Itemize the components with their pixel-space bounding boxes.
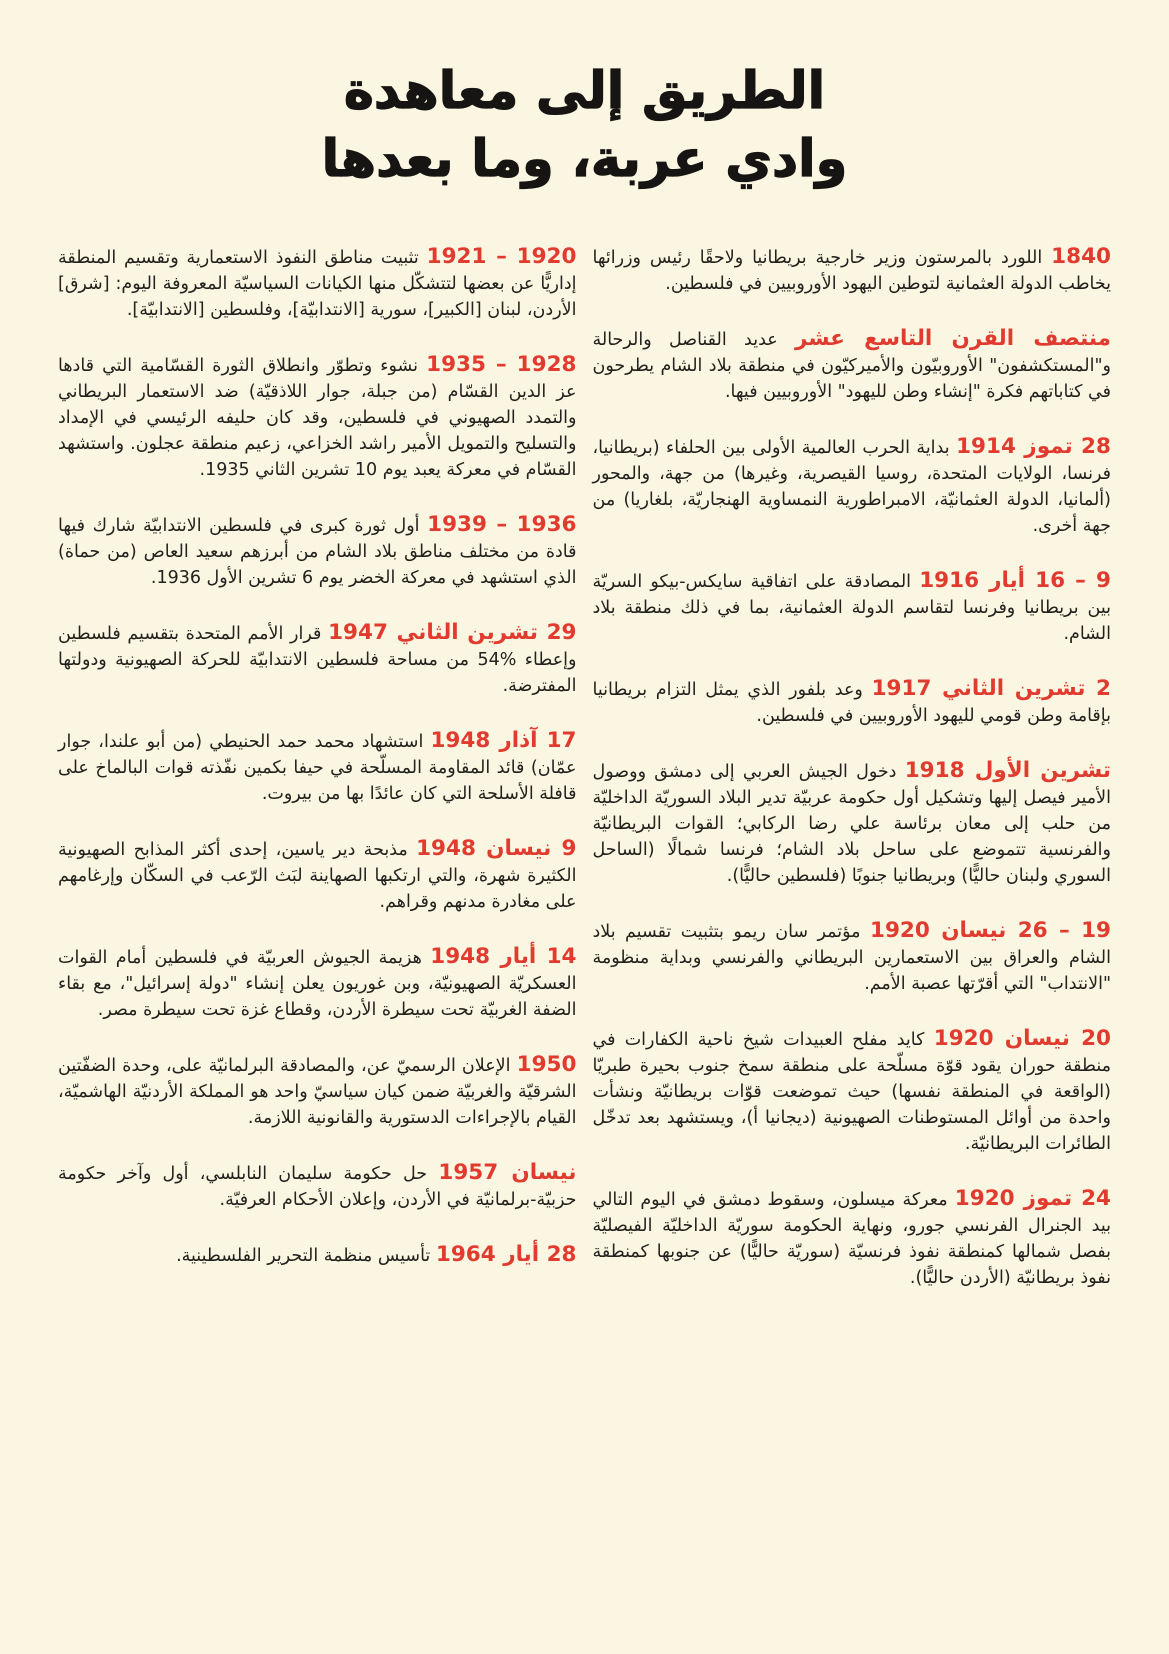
entry-text: وعد بلفور الذي يمثل التزام بريطانيا بإقامة وطن قومي لليهود الأوروبيين في فلسطين. bbox=[592, 680, 1111, 726]
timeline-entry bbox=[593, 758, 1112, 889]
timeline-entry bbox=[58, 944, 577, 1023]
entry-text: مذبحة دير ياسين، إحدى أكثر المذابح الصهيونية الكثيرة شهرة، والتي ارتكبها الصهاينة لبَث الرّعب في السكّان وإرغامهم على مغادرة مدنهم وقراهم. bbox=[58, 840, 577, 912]
timeline-entry bbox=[58, 1052, 577, 1131]
entry-text: قرار الأمم المتحدة بتقسيم فلسطين وإعطاء %54 من مساحة فلسطين الانتدابيّة للحركة الصهيونية ودولتها المفترضة. bbox=[58, 624, 577, 696]
timeline-entry bbox=[593, 434, 1112, 539]
timeline-entry bbox=[593, 568, 1112, 647]
timeline-entry bbox=[58, 244, 577, 323]
entry-text: تثبيت مناطق النفوذ الاستعمارية وتقسيم المنطقة إداريًّا عن بعضها لتتشكّل منها الكيانات السياسيّة المعروفة اليوم: [شرق] الأردن، لبنان [الكبير]، سورية [الانتدابيّة]، وفلسطين [الانتدابيّة]. bbox=[58, 248, 577, 320]
timeline-entry bbox=[593, 1186, 1112, 1291]
timeline-entry bbox=[58, 352, 577, 483]
timeline-entry bbox=[593, 918, 1112, 997]
entry-text: استشهاد محمد حمد الحنيطي (من أبو علندا، جوار عمّان) قائد المقاومة المسلّحة في حيفا بكمين نفّذته قوات البالماخ على قافلة الأسلحة التي كان عائدًا بها من بيروت. bbox=[58, 732, 577, 804]
entry-date: 19 – 26 نيسان 1920 bbox=[870, 918, 1111, 943]
entry-date: 29 تشرين الثاني 1947 bbox=[328, 620, 577, 645]
entry-text: المصادقة على اتفاقية سايكس-بيكو السريّة بين بريطانيا وفرنسا لتقاسم الدولة العثمانية، بما في ذلك منطقة بلاد الشام. bbox=[592, 572, 1111, 644]
timeline-column-right bbox=[593, 244, 1112, 1320]
timeline-entry bbox=[593, 326, 1112, 405]
entry-text: حل حكومة سليمان النابلسي، أول وآخر حكومة حزبيّة-برلمانيّة في الأردن، وإعلان الأحكام العرفيّة. bbox=[58, 1164, 577, 1210]
entry-date: 1920 – 1921 bbox=[426, 244, 577, 269]
entry-date: 24 تموز 1920 bbox=[954, 1186, 1111, 1211]
timeline-entry bbox=[58, 1160, 577, 1213]
entry-date: منتصف القرن التاسع عشر bbox=[795, 326, 1111, 351]
entry-text: بداية الحرب العالمية الأولى بين الحلفاء (بريطانيا، فرنسا، الولايات المتحدة، روسيا القيصرية، وغيرها) من جهة، والمحور (ألمانيا، الدولة العثمانيّة، الامبراطورية النمساوية الهنجاريّة، بلغاريا) من جهة أخرى. bbox=[592, 438, 1111, 536]
entry-text: الإعلان الرسميّ عن، والمصادقة البرلمانيّة على، وحدة الضفّتين الشرقيّة والغربيّة ضمن كيان سياسيّ واحد هو المملكة الأردنيّة الهاشميّة، القيام بالإجراءات الدستورية والقانونية اللازمة. bbox=[58, 1056, 577, 1128]
entry-text: نشوء وتطوّر وانطلاق الثورة القسّامية التي قادها عز الدين القسّام (من جبلة، جوار اللاذقيّة) ضد الاستعمار البريطاني والتمدد الصهيوني في فلسطين، وقد كان حليفه الرئيسي في الإمداد والتسليح والتمويل الأمير راشد الخزاعي، زعيم منطقة عجلون. واستشهد القسّام في معركة يعبد يوم 10 تشرين الثاني 1935. bbox=[58, 356, 577, 480]
timeline-entry bbox=[58, 620, 577, 699]
timeline-columns bbox=[58, 244, 1111, 1320]
entry-text: تأسيس منظمة التحرير الفلسطينية. bbox=[176, 1246, 431, 1266]
page-title bbox=[58, 58, 1111, 194]
entry-date: 9 – 16 أيار 1916 bbox=[919, 568, 1111, 593]
entry-date: 17 آذار 1948 bbox=[430, 728, 577, 753]
entry-date: تشرين الأول 1918 bbox=[904, 758, 1111, 783]
entry-text: اللورد بالمرستون وزير خارجية بريطانيا ولاحقًا رئيس وزرائها يخاطب الدولة العثمانية لتوطين اليهود الأوروبيين في فلسطين. bbox=[592, 248, 1111, 294]
entry-text: مؤتمر سان ريمو بتثبيت تقسيم بلاد الشام والعراق بين الاستعمارين البريطاني والفرنسي وبداية منظومة "الانتداب" التي أقرّتها عصبة الأمم. bbox=[592, 922, 1111, 994]
timeline-entry bbox=[58, 728, 577, 807]
entry-text: هزيمة الجيوش العربيّة في فلسطين أمام القوات العسكريّة الصهيونيّة، وبن غوريون يعلن إنشاء "دولة إسرائيل"، مع بقاء الضفة الغربيّة تحت سيطرة الأردن، وقطاع غزة تحت سيطرة مصر. bbox=[58, 948, 577, 1020]
timeline-column-left bbox=[58, 244, 577, 1320]
timeline-entry bbox=[593, 1026, 1112, 1157]
entry-text: كايد مفلح العبيدات شيخ ناحية الكفارات في منطقة حوران يقود قوّة مسلّحة على منطقة سمخ جنوب بحيرة طبريّا (الواقعة في المنطقة نفسها) حيث تموضعت قوّات بريطانيّة ونشأت واحدة من أوائل المستوطنات الصهيونية (ديجانيا أ)، ويستشهد بعد تدخّل الطائرات البريطانيّة. bbox=[592, 1030, 1111, 1154]
entry-date: نيسان 1957 bbox=[438, 1160, 577, 1185]
entry-text: أول ثورة كبرى في فلسطين الانتدابيّة شارك فيها قادة من مختلف مناطق بلاد الشام من أبرزهم سعيد العاص (من حماة) الذي استشهد في معركة الخضر يوم 6 تشرين الأول 1936. bbox=[58, 516, 577, 588]
entry-text: عديد القناصل والرحالة و"المستكشفون" الأوروبيّون والأميركيّون في منطقة بلاد الشام يطرحون في كتاباتهم فكرة "إنشاء وطن لليهود" الأوروبيين فيها. bbox=[592, 330, 1111, 402]
entry-date: 9 نيسان 1948 bbox=[416, 836, 577, 861]
entry-date: 1840 bbox=[1051, 244, 1111, 269]
page-title-line2: وادي عربة، وما بعدها bbox=[321, 130, 848, 189]
timeline-entry bbox=[593, 244, 1112, 297]
entry-date: 1936 – 1939 bbox=[427, 512, 577, 537]
timeline-entry bbox=[593, 676, 1112, 729]
entry-date: 20 نيسان 1920 bbox=[933, 1026, 1111, 1051]
entry-date: 1950 bbox=[516, 1052, 577, 1077]
entry-date: 28 أيار 1964 bbox=[435, 1242, 577, 1267]
timeline-entry bbox=[58, 512, 577, 591]
entry-text: معركة ميسلون، وسقوط دمشق في اليوم التالي بيد الجنرال الفرنسي جورو، ونهاية الحكومة سوريّة الداخليّة الفيصليّة بفصل شمالها كمنطقة نفوذ فرنسيّة (سوريّة حاليًّا) عن جنوبها كمنطقة نفوذ بريطانيّة (الأردن حاليًّا). bbox=[592, 1190, 1111, 1288]
entry-date: 14 أيار 1948 bbox=[430, 944, 577, 969]
entry-text: دخول الجيش العربي إلى دمشق ووصول الأمير فيصل إليها وتشكيل أول حكومة عربيّة تدير البلاد السوريّة الداخليّة من حلب إلى معان برئاسة علي رضا الركابي؛ القوات البريطانيّة والفرنسية تتموضع على ساحل بلاد الشام؛ فرنسا شمالًا (الساحل السوري ولبنان حاليًّا) وبريطانيا جنوبًا (فلسطين حاليًّا). bbox=[592, 762, 1111, 886]
entry-date: 1928 – 1935 bbox=[426, 352, 577, 377]
page-title-line1: الطريق إلى معاهدة bbox=[343, 62, 826, 121]
entry-date: 28 تموز 1914 bbox=[956, 434, 1111, 459]
timeline-entry bbox=[58, 836, 577, 915]
entry-date: 2 تشرين الثاني 1917 bbox=[871, 676, 1111, 701]
timeline-entry bbox=[58, 1242, 577, 1269]
